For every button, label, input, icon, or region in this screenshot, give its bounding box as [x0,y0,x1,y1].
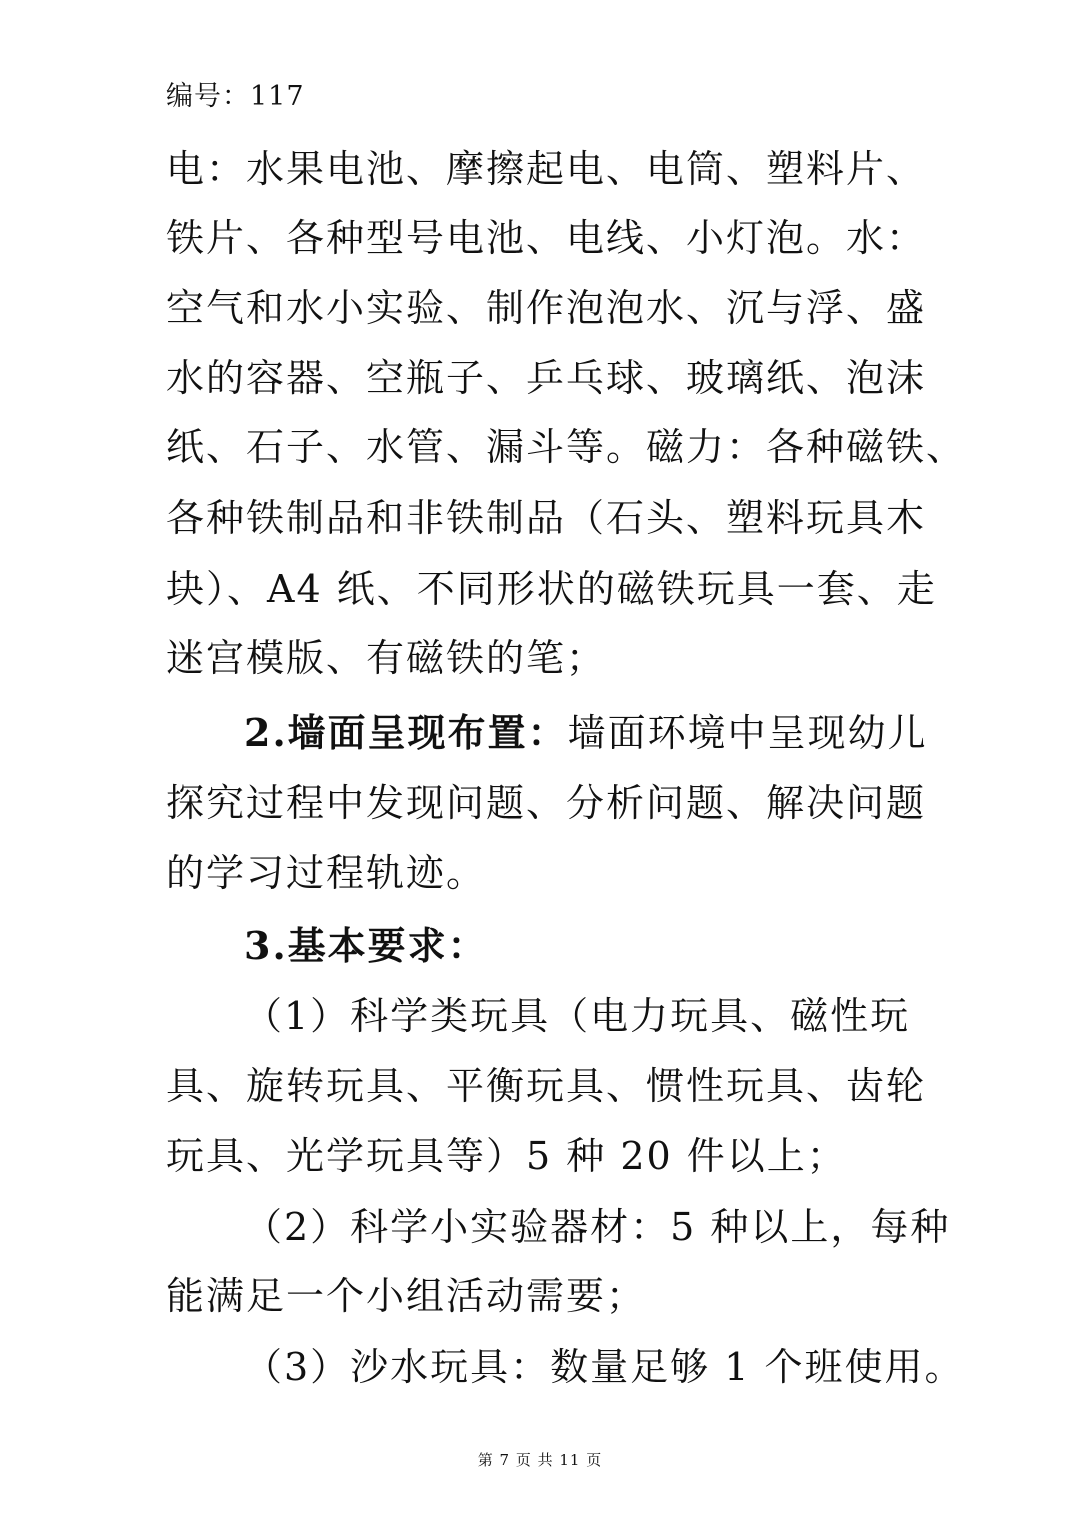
body-line: 迷宫模版、有磁铁的笔； [166,636,607,680]
body-line: 空气和水小实验、制作泡泡水、沉与浮、盛 [166,286,927,330]
body-line: 各种铁制品和非铁制品（石头、塑料玩具木 [166,496,927,540]
body-line: 纸、石子、水管、漏斗等。磁力：各种磁铁、 [166,425,967,469]
section-2-first-line [244,709,926,757]
section-2-heading: 2.墙面呈现布置： [244,710,568,755]
requirement-2-line: 能满足一个小组活动需要； [166,1274,647,1318]
requirement-3-line: （3）沙水玩具：数量足够 1 个班使用。 [244,1345,965,1389]
body-line: 块）、A4 纸、不同形状的磁铁玩具一套、走 [166,567,937,611]
section-2-intro: 墙面环境中呈现幼儿 [567,711,928,755]
document-number: 编号：117 [166,81,305,112]
body-line: 探究过程中发现问题、分析问题、解决问题 [166,781,927,825]
body-line: 铁片、各种型号电池、电线、小灯泡。水： [166,216,927,260]
body-line: 水的容器、空瓶子、乒乓球、玻璃纸、泡沫 [166,356,927,400]
page-footer: 第 7 页 共 11 页 [477,1451,603,1469]
body-line: 的学习过程轨迹。 [166,851,487,895]
requirement-2-line: （2）科学小实验器材：5 种以上，每种 [244,1205,951,1249]
section-3-heading: 3.基本要求： [244,923,488,968]
requirement-1-line: （1）科学类玩具（电力玩具、磁性玩 [244,994,911,1038]
body-line: 电：水果电池、摩擦起电、电筒、塑料片、 [166,147,927,191]
requirement-1-line: 玩具、光学玩具等）5 种 20 件以上； [166,1134,847,1178]
requirement-1-line: 具、旋转玩具、平衡玩具、惯性玩具、齿轮 [166,1064,927,1108]
